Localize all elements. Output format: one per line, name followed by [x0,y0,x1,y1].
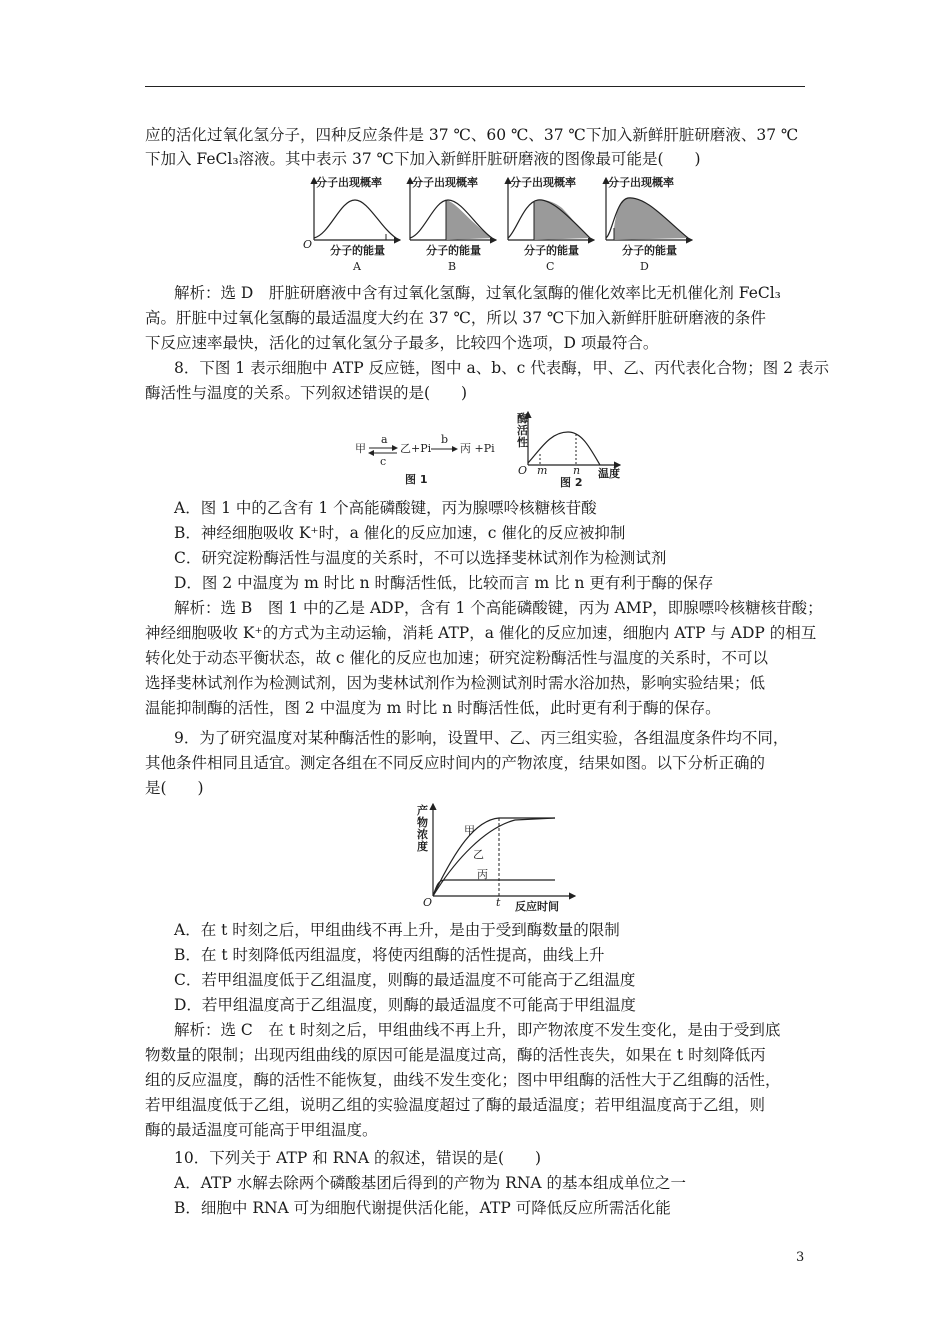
fig2-caption: 图 2 [560,476,583,489]
q7-x-label: 分子的能量 [622,244,677,257]
q9-analysis-line: 酶的最适温度可能高于甲组温度。 [145,1121,378,1139]
fig2-origin: O [518,464,528,477]
fig1-caption: 图 1 [405,473,428,486]
q7-origin: O [303,238,313,251]
q10-option-a: A．ATP 水解去除两个磷酸基团后得到的产物为 RNA 的基本组成单位之一 [174,1174,687,1192]
q7-x-label: 分子的能量 [524,244,579,257]
q7-y-label: 分子出现概率 [412,176,478,189]
q9-origin: O [423,896,433,909]
fig2-y-label-text [517,411,528,449]
fig2-m: m [537,464,548,477]
q8-analysis-line: 温能抑制酶的活性，图 2 中温度为 m 时比 n 时酶活性低，此时更有利于酶的保存。 [145,699,721,717]
q7-y-label: 分子出现概率 [316,176,382,189]
vertical-label-char: 活 [517,424,528,437]
q9-option-d: D．若甲组温度高于乙组温度，则酶的最适温度不可能高于甲组温度 [174,996,636,1014]
q8-stem-line: 酶活性与温度的关系。下列叙述错误的是( ) [145,384,468,402]
q9-curve-yi: 乙 [473,848,484,861]
q8-analysis-line: 转化处于动态平衡状态，故 c 催化的反应也加速；研究淀粉酶活性与温度的关系时，不可以 [145,649,769,667]
q8-analysis-line: 选择斐林试剂作为检测试剂，因为斐林试剂作为检测试剂时需水浴加热，影响实验结果；低 [145,674,766,692]
fig2-n: n [573,464,581,477]
q9-t: t [496,896,501,909]
q8-figure-2 [510,410,630,489]
q7-text-line: 应的活化过氧化氢分子，四种反应条件是 37 ℃、60 ℃、37 ℃下加入新鲜肝脏研磨液、37 ℃ [145,126,799,144]
q7-panel-label: A [353,260,361,273]
q8-option-d: D．图 2 中温度为 m 时比 n 时酶活性低，比较而言 m 比 n 更有利于酶的保存 [174,574,714,592]
q9-curve-jia: 甲 [464,824,475,837]
q9-option-c: C．若甲组温度低于乙组温度，则酶的最适温度不可能高于乙组温度 [174,971,636,989]
q9-option-b: B．在 t 时刻降低丙组温度，将使丙组酶的活性提高，曲线上升 [174,946,605,964]
q9-analysis-line: 物数量的限制；出现丙组曲线的原因可能是温度过高，酶的活性丧失，如果在 t 时刻降低丙 [145,1046,766,1064]
vertical-label-char: 产 [417,804,428,817]
q9-stem-line: 是( ) [145,779,204,797]
header-rule [145,86,805,87]
q7-panel-label: D [640,260,649,273]
q7-y-label: 分子出现概率 [510,176,576,189]
q7-text-line: 下加入 FeCl₃溶液。其中表示 37 ℃下加入新鲜肝脏研磨液的图像最可能是( ) [145,150,701,168]
vertical-label-char: 度 [417,840,428,853]
q9-option-a: A．在 t 时刻之后，甲组曲线不再上升，是由于受到酶数量的限制 [174,921,620,939]
q8-option-a: A．图 1 中的乙含有 1 个高能磷酸键，丙为腺嘌呤核糖核苷酸 [174,499,597,517]
q8-analysis-line: 神经细胞吸收 K⁺的方式为主动运输，消耗 ATP，a 催化的反应加速，细胞内 ATP 与 ADP 的相互 [145,624,817,642]
q8-option-c: C．研究淀粉酶活性与温度的关系时，不可以选择斐林试剂作为检测试剂 [174,549,667,567]
q10-option-b: B．细胞中 RNA 可为细胞代谢提供活化能，ATP 可降低反应所需活化能 [174,1199,671,1217]
q7-panel-label: C [546,260,555,273]
q9-curve-bing: 丙 [477,868,488,881]
q7-panel-a [303,175,400,273]
q8-option-b: B．神经细胞吸收 K⁺时，a 催化的反应加速，c 催化的反应被抑制 [174,524,626,542]
q9-analysis-line: 解析：选 C 在 t 时刻之后，甲组曲线不再上升，即产物浓度不发生变化，是由于受到底 [174,1021,781,1039]
q8-figure-1 [355,425,505,485]
fig2-x-label: 温度 [598,467,620,480]
q7-panel-c [508,175,594,273]
q9-figure [415,800,585,915]
page-number: 3 [796,1250,805,1265]
q9-stem-line: 9．为了研究温度对某种酶活性的影响，设置甲、乙、丙三组实验，各组温度条件均不同， [174,729,789,747]
q9-y-label-text [417,803,428,853]
vertical-label-char: 物 [417,816,428,829]
q9-stem-line: 其他条件相同且适宜。测定各组在不同反应时间内的产物浓度，结果如图。以下分析正确的 [145,754,766,772]
vertical-label-char: 性 [517,436,528,449]
vertical-label-char: 酶 [517,412,528,425]
q8-stem-line: 8．下图 1 表示细胞中 ATP 反应链，图中 a、b、c 代表酶，甲、乙、丙代表化合物；图 2 表示 [174,359,829,377]
q7-analysis-line: 高。肝脏中过氧化氢酶的最适温度大约在 37 ℃，所以 37 ℃下加入新鲜肝脏研磨液的条件 [145,309,766,327]
q7-x-label: 分子的能量 [330,244,385,257]
fig1-jia: 甲 [355,442,366,455]
q9-x-label: 反应时间 [515,900,559,913]
fig1-a: a [381,433,388,446]
q8-analysis-line: 解析：选 B 图 1 中的乙是 ADP，含有 1 个高能磷酸键，丙为 AMP，即腺嘌呤核糖核苷酸； [174,599,823,617]
vertical-label-char: 浓 [417,828,428,841]
q7-panel-b [410,175,496,273]
q7-panel-d [606,175,692,273]
fig1-bing-pi: 丙 +Pi [460,442,495,455]
q9-analysis-line: 组的反应温度，酶的活性不能恢复，曲线不发生变化；图中甲组酶的活性大于乙组酶的活性， [145,1071,781,1089]
fig1-yi-pi: 乙+Pi [400,442,432,455]
q7-analysis-line: 下反应速率最快，活化的过氧化氢分子最多，比较四个选项，D 项最符合。 [145,334,659,352]
q9-y-label [417,803,428,853]
q7-x-label: 分子的能量 [426,244,481,257]
q7-figure [300,172,720,277]
q7-panel-label: B [448,260,457,273]
fig1-c: c [380,455,387,468]
q7-analysis-line: 解析：选 D 肝脏研磨液中含有过氧化氢酶，过氧化氢酶的催化效率比无机催化剂 FeCl₃ [174,284,781,302]
q7-y-label: 分子出现概率 [608,176,674,189]
q9-analysis-line: 若甲组温度低于乙组，说明乙组的实验温度超过了酶的最适温度；若甲组温度高于乙组，则 [145,1096,766,1114]
fig2-y-label [517,411,528,449]
q10-stem: 10．下列关于 ATP 和 RNA 的叙述，错误的是( ) [174,1149,542,1167]
fig1-b: b [441,433,449,446]
